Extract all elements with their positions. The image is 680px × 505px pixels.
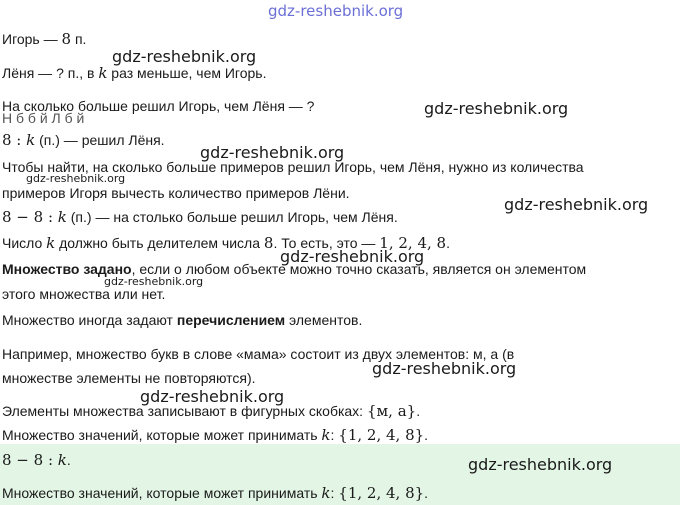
watermark: gdz-reshebnik.org bbox=[424, 99, 569, 118]
watermark: gdz-reshebnik.org bbox=[112, 47, 257, 66]
answer-expression: 8 − 8 : k. bbox=[2, 451, 71, 469]
cut-off-line: Н б б й Л б й bbox=[2, 110, 85, 126]
line-example-1: Например, множество букв в слове «мама» состоит из двух элементов: м, а (в bbox=[2, 346, 515, 362]
line-explain-2: примеров Игоря вычесть количество примеров Лёни. bbox=[2, 185, 350, 201]
line-divisor: Число k должно быть делителем числа 8. То есть, это — 1, 2, 4, 8. bbox=[2, 234, 450, 252]
watermark: gdz-reshebnik.org bbox=[504, 195, 649, 214]
line-lenya-solved: 8 : k (п.) — решил Лёня. bbox=[2, 131, 165, 149]
watermark: gdz-reshebnik.org bbox=[200, 143, 345, 162]
watermark: gdz-reshebnik.org bbox=[104, 275, 204, 288]
line-lenya: Лёня — ? п., в k раз меньше, чем Игорь. bbox=[2, 64, 267, 82]
line-values-set: Множество значений, которые может принимать k: {1, 2, 4, 8}. bbox=[2, 426, 429, 444]
watermark: gdz-reshebnik.org bbox=[372, 359, 517, 378]
line-question: На сколько больше решил Игорь, чем Лёня — ? bbox=[2, 98, 315, 114]
line-explain-1: Чтобы найти, на сколько больше примеров решил Игорь, чем Лёня, нужно из количества bbox=[2, 159, 584, 175]
watermark: gdz-reshebnik.org bbox=[26, 172, 126, 185]
line-igor: Игорь — 8 п. bbox=[2, 30, 87, 48]
line-example-2: множестве элементы не повторяются). bbox=[2, 370, 256, 386]
watermark: gdz-reshebnik.org bbox=[140, 387, 285, 406]
watermark: gdz-reshebnik.org bbox=[280, 247, 425, 266]
line-braces: Элементы множества записывают в фигурных скобках: {м, а}. bbox=[2, 402, 421, 420]
answer-values-set: Множество значений, которые может принимать k: {1, 2, 4, 8}. bbox=[2, 484, 429, 502]
line-enumeration: Множество иногда задают перечислением элементов. bbox=[2, 312, 363, 328]
line-set-definition-2: этого множества или нет. bbox=[2, 286, 166, 302]
watermark: gdz-reshebnik.org bbox=[468, 455, 613, 474]
line-set-definition: Множество задано, если о любом объекте можно точно сказать, является он элементом bbox=[2, 261, 587, 277]
line-difference: 8 − 8 : k (п.) — на столько больше решил Игорь, чем Лёня. bbox=[2, 208, 398, 226]
watermark-top: gdz-reshebnik.org bbox=[268, 2, 404, 20]
